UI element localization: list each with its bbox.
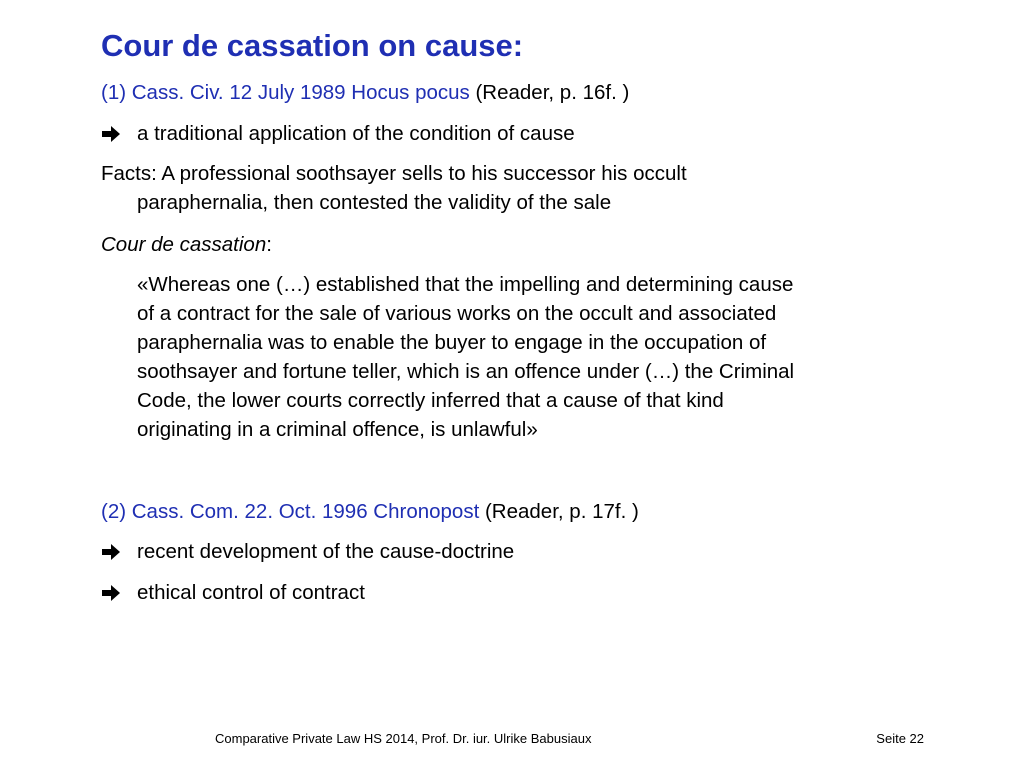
quote-line: paraphernalia was to enable the buyer to engage in the occupation of [137, 331, 767, 354]
case-1-reader-ref: (Reader, p. 16f. ) [469, 81, 630, 104]
bullet-text: recent development of the cause-doctrine [137, 540, 515, 563]
court-heading [101, 230, 272, 259]
quote-line: soothsayer and fortune teller, which is an offence under (…) the Criminal [137, 360, 795, 383]
bullet-recent-development [101, 537, 514, 566]
facts-line: Facts: A professional soothsayer sells to his successor his occult [101, 162, 687, 185]
court-quote [137, 270, 937, 444]
footer-course: Comparative Private Law HS 2014, Prof. Dr. iur. Ulrike Babusiaux [215, 731, 592, 746]
slide-title: Cour de cassation on cause: [101, 28, 524, 63]
quote-line: Code, the lower courts correctly inferred that a cause of that kind [137, 389, 724, 412]
right-arrow-icon [101, 124, 121, 144]
case-2-line [101, 497, 639, 526]
quote-line: of a contract for the sale of various works on the occult and associated [137, 302, 777, 325]
facts-line: paraphernalia, then contested the validity of the sale [137, 190, 612, 214]
bullet-text: a traditional application of the condition of cause [137, 122, 575, 145]
bullet-text: ethical control of contract [137, 581, 365, 604]
footer-page-number: Seite 22 [876, 731, 924, 746]
court-name: Cour de cassation [101, 233, 267, 256]
bullet-traditional-application [101, 119, 575, 148]
right-arrow-icon [101, 583, 121, 603]
court-colon: : [266, 233, 272, 256]
facts-paragraph [101, 160, 941, 217]
case-1-citation: (1) Cass. Civ. 12 July 1989 Hocus pocus [101, 81, 470, 104]
quote-line: originating in a criminal offence, is unlawful» [137, 418, 538, 441]
case-2-citation: (2) Cass. Com. 22. Oct. 1996 Chronopost [101, 500, 480, 523]
bullet-ethical-control [101, 578, 365, 607]
right-arrow-icon [101, 542, 121, 562]
quote-line: «Whereas one (…) established that the impelling and determining cause [137, 273, 794, 296]
case-1-line [101, 78, 629, 107]
case-2-reader-ref: (Reader, p. 17f. ) [479, 500, 639, 523]
